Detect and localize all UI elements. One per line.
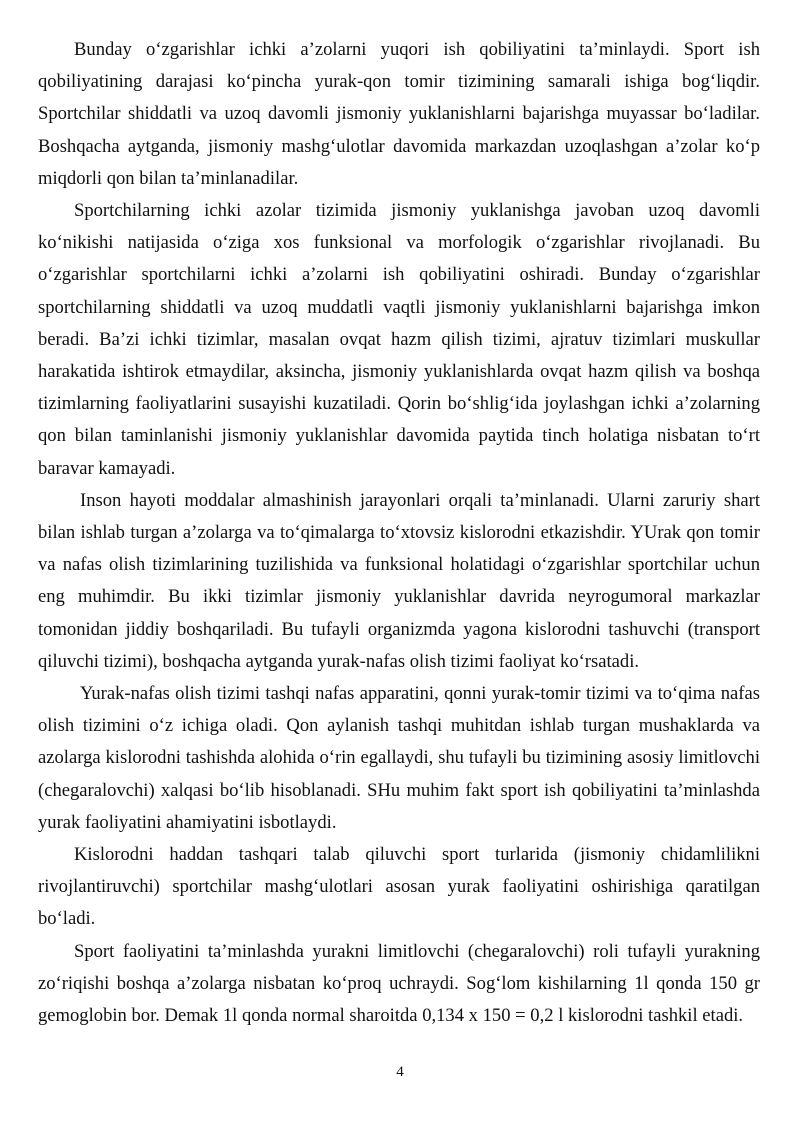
paragraph: Sportchilarning ichki azolar tizimida jismoniy yuklanishga javoban uzoq davomli ko‘nikishi natijasida o‘ziga xos funksional va morfologik o‘zgarishlar rivojlanadi. Bu o‘zgarishlar sportchilarni ichki a’zolarni ish qobiliyatini oshiradi. Bunday o‘zgarishlar sportchilarning shiddatli va uzoq muddatli vaqtli jismoniy yuklanishlarni bajarishga imkon beradi. Ba’zi ichki tizimlar, masalan ovqat hazm qilish tizimi, ajratuv tizimlari muskullar harakatida ishtirok etmaydilar, aksincha, jismoniy yuklanishlarda ovqat hazm qilish va boshqa tizimlarning faoliyatlarini susayishi kuzatiladi. Qorin bo‘shlig‘ida joylashgan ichki a’zolarning qon bilan taminlanishi jismoniy yuklanishlar davomida paytida tinch holatiga nisbatan to‘rt baravar kamayadi. bbox=[38, 200, 760, 479]
paragraph: Sport faoliyatini ta’minlashda yurakni limitlovchi (chegaralovchi) roli tufayli yurakning zo‘riqishi boshqa a’zolarga nisbatan ko‘proq uchraydi. Sog‘lom kishilarning 1l qonda 150 gr gemoglobin bor. Demak 1l qonda normal sharoitda 0,134 x 150 = 0,2 l kislorodni tashkil etadi. bbox=[38, 940, 760, 1027]
document-body bbox=[38, 34, 760, 1032]
paragraph: Bunday o‘zgarishlar ichki a’zolarni yuqori ish qobiliyatini ta’minlaydi. Sport ish qobiliyatining darajasi ko‘pincha yurak-qon tomir tizimining samarali ishiga bog‘liqdir. Sportchilar shiddatli va uzoq davomli jismoniy yuklanishlarni bajarishga muyassar bo‘ladilar. Boshqacha aytganda, jismoniy mashg‘ulotlar davomida markazdan uzoqlashgan a’zolar ko‘p miqdorli qon bilan ta’minlanadilar. bbox=[38, 39, 760, 189]
paragraph: Yurak-nafas olish tizimi tashqi nafas apparatini, qonni yurak-tomir tizimi va to‘qima nafas olish tizimini o‘z ichiga oladi. Qon aylanish tashqi muhitdan ishlab turgan mushaklarda va azolarga kislorodni tashishda alohida o‘rin egallaydi, shu tufayli bu tizimining asosiy limitlovchi (chegaralovchi) xalqasi bo‘lib hisoblanadi. SHu muhim fakt sport ish qobiliyatini ta’minlashda yurak faoliyatini ahamiyatini isbotlaydi. bbox=[38, 683, 760, 833]
paragraph: Kislorodni haddan tashqari talab qiluvchi sport turlarida (jismoniy chidamlilikni rivojlantiruvchi) sportchilar mashg‘ulotlari asosan yurak faoliyatini oshirishiga qaratilgan bo‘ladi. bbox=[38, 844, 760, 930]
page-number: 4 bbox=[396, 1064, 404, 1080]
paragraph: Inson hayoti moddalar almashinish jarayonlari orqali ta’minlanadi. Ularni zaruriy shart bilan ishlab turgan a’zolarga va to‘qimalarga to‘xtovsiz kislorodni etkazishdir. YUrak qon tomir va nafas olish tizimlarining tuzilishida va funksional holatidagi o‘zgarishlar sportchilar uchun eng muhimdir. Bu ikki tizimlar jismoniy yuklanishlar davrida neyrogumoral markazlar tomonidan jiddiy boshqariladi. Bu tufayli organizmda yagona kislorodni tashuvchi (transport qiluvchi tizimi), boshqacha aytganda yurak-nafas olish tizimi faoliyat ko‘rsatadi. bbox=[38, 489, 760, 672]
